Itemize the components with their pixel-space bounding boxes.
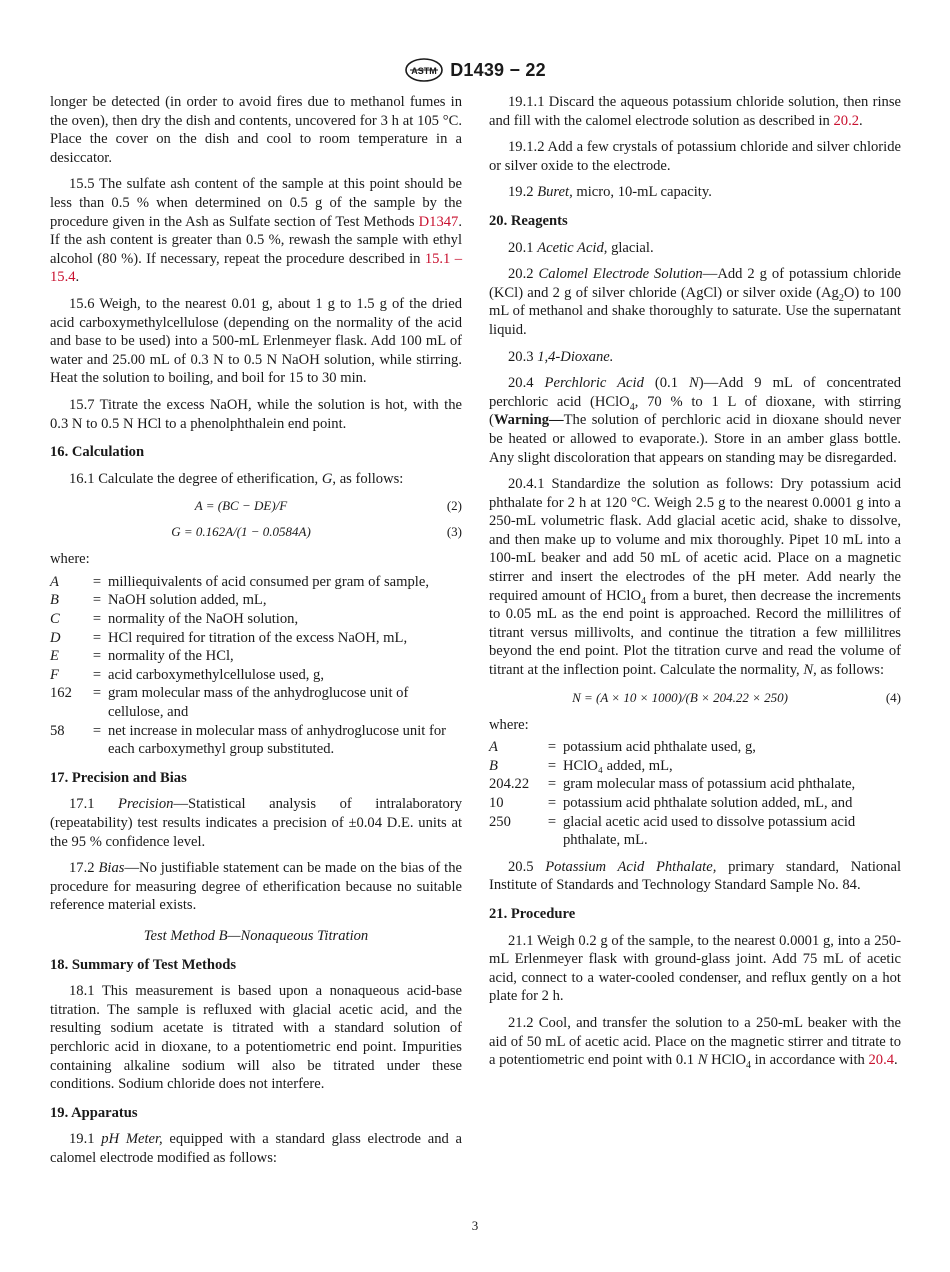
warning-label: Warning— [493, 412, 564, 429]
paragraph-17-1: 17.1 Precision—Statistical analysis of intralaboratory (repeatability) test results indicates a precision of ±0.04 D.E. units at the 95 % confidence level. [50, 796, 462, 850]
page-header [0, 55, 950, 85]
paragraph-21-2: 21.2 Cool, and transfer the solution to a 250-mL beaker with the aid of 50 mL of acetic acid. Place on the magnetic stirrer and titrate to a potentiometric end point with 0.1 N HClO$_4$ in accordance with 20.4. [489, 1014, 901, 1072]
paragraph-20-4-1: 20.4.1 Standardize the solution as follows: Dry potassium acid phthalate for 2 h at 120 °C. Weigh 2.5 g to the nearest 0.0001 g into a 250-mL volumetric flask. Add glacial acetic acid, shake to dissolve, and then make up to volume and mix thoroughly. Pipet 10 mL into a 100-mL beaker and add 50 mL of acetic acid. Place on a magnetic stirrer and insert the electrodes of the pH meter. Add nearly the required amount of HClO$_4$ from a buret, then decrease the increments to 0.05 mL as the end point is approached. Record the millilitres of titrant versus millivolts, and continue the titration a few millilitres beyond the end point. Plot the titration curve and read the volume of titrant at the inflection point. Calculate the normality, N, as follows: [489, 476, 901, 679]
paragraph-21-1: 21.1 Weigh 0.2 g of the sample, to the nearest 0.0001 g, into a 250-mL Erlenmeyer flask with ground-glass joint. Add 75 mL of acetic acid, connect to a water-cooled condenser, and reflux gently on a hot plate for 2 h. [489, 932, 901, 1005]
equation-3: G = 0.162A/(1 − 0.0584A) (3) [171, 524, 462, 540]
definition-row: E = normality of the HCl, [50, 648, 234, 665]
method-b-title: Test Method B—Nonaqueous Titration [143, 927, 369, 944]
section-heading-19: 19. Apparatus [50, 1104, 138, 1121]
document-id: D1439 − 22 [450, 59, 546, 80]
section-heading-17: 17. Precision and Bias [50, 769, 187, 786]
definition-row: 10 = potassium acid phthalate solution added, mL, and [489, 795, 853, 811]
paragraph-20-2: 20.2 Calomel Electrode Solution—Add 2 g of potassium chloride (KCl) and 2 g of silver chloride (AgCl) or silver oxide $(Ag_2O)$ to 100 mL of methanol and shake thoroughly to saturate. Use the supernatant liquid. [489, 266, 901, 338]
definition-row: 250 = glacial acetic acid used to dissolve potassium acid phthalate, mL. [489, 813, 856, 849]
page-number: 3 [471, 1218, 479, 1233]
right-column [489, 93, 901, 1078]
definition-row: 204.22 = gram molecular mass of potassium acid phthalate, [489, 776, 856, 793]
variable-definitions-right [489, 738, 901, 850]
definition-row: B = NaOH solution added, mL, [50, 592, 267, 609]
paragraph-19-1-1: 19.1.1 Discard the aqueous potassium chloride solution, then rinse and fill with the calomel electrode solution as described in 20.2. [489, 94, 901, 129]
paragraph-20-5: 20.5 Potassium Acid Phthalate, primary standard, National Institute of Standards and Technology Standard Sample No. 84. [489, 858, 902, 894]
where-label: where: [50, 551, 90, 568]
definition-row: B = HClO₄ added, mL, [489, 757, 673, 774]
definition-row: A = potassium acid phthalate used, g, [489, 739, 756, 756]
left-column [50, 93, 462, 1176]
definition-row: A = milliequivalents of acid consumed per gram of sample, [50, 573, 429, 590]
section-heading-20: 20. Reagents [489, 212, 568, 229]
paragraph-19-1-2: 19.1.2 Add a few crystals of potassium chloride and silver chloride or silver oxide to the electrode. [489, 139, 901, 174]
equation-2: A = (BC − DE)/F (2) [194, 498, 462, 514]
definition-row: 162 = gram molecular mass of the anhydroglucose unit of cellulose, and [50, 685, 409, 721]
paragraph-17-2: 17.2 Bias—No justifiable statement can be made on the bias of the procedure for measuring degree of etherification because no suitable reference material exists. [50, 860, 463, 914]
paragraph-18-1: 18.1 This measurement is based upon a nonaqueous acid-base titration. The sample is refluxed with glacial acetic acid, and the resulting sodium acetate is titrated with a standard solution of perchloric acid in dioxane, to a potentiometric end point. Impurities containing alkaline sodium will also be titrated under these conditions. Sodium chloride does not interfere. [50, 983, 462, 1093]
definition-row: F = acid carboxymethylcellulose used, g, [50, 666, 324, 683]
section-heading-16: 16. Calculation [50, 444, 145, 461]
link-20-2[interactable]: 20.2 [833, 112, 860, 129]
paragraph-20-1: 20.1 Acetic Acid, glacial. [508, 239, 654, 256]
link-15-1-15-4[interactable]: 15.1 – 15.4 [50, 250, 462, 286]
astm-logo-icon [404, 57, 444, 83]
paragraph-15-7: 15.7 Titrate the excess NaOH, while the solution is hot, with the 0.3 N to 0.5 N HCl to a phenolphthalein end point. [50, 396, 462, 432]
paragraph-15-5: 15.5 The sulfate ash content of the sample at this point should be less than 0.5 % when determined on 0.5 g of the sample by the procedure given in the Ash as Sulfate section of Test Methods D1347. If the ash content is greater than 0.5 %, rewash the sample with ethyl alcohol (80 %). If necessary, repeat the procedure described in 15.1 – 15.4. [50, 176, 462, 286]
paragraph-19-2: 19.2 Buret, micro, 10-mL capacity. [508, 184, 712, 201]
where-label: where: [489, 716, 529, 733]
section-heading-21: 21. Procedure [489, 905, 576, 922]
link-20-4[interactable]: 20.4 [868, 1052, 895, 1069]
section-heading-18: 18. Summary of Test Methods [50, 956, 237, 973]
definition-row: C = normality of the NaOH solution, [50, 611, 299, 628]
definition-row: 58 = net increase in molecular mass of anhydroglucose unit for each carboxymethyl group substituted. [50, 722, 446, 758]
link-d1347[interactable]: D1347 [418, 213, 459, 230]
paragraph-15-6: 15.6 Weigh, to the nearest 0.01 g, about 1 g to 1.5 g of the dried acid carboxymethylcellulose (depending on the normality of the acid and base to be used) into a 500-mL Erlenmeyer flask. Add 100 mL of water and 25.00 mL of 0.3 N to 0.5 N NaOH solution, while stirring. Heat the solution to boiling, and boil for 15 to 30 min. [50, 295, 462, 387]
definition-row: D = HCl required for titration of the excess NaOH, mL, [50, 629, 408, 646]
paragraph-16-1: 16.1 Calculate the degree of etherification, G, as follows: [69, 470, 404, 487]
svg-text:ASTM: ASTM [411, 66, 437, 76]
paragraph-19-1: 19.1 pH Meter, equipped with a standard glass electrode and a calomel electrode modified as follows: [50, 1131, 462, 1166]
paragraph-20-4: 20.4 Perchloric Acid (0.1 N)—Add 9 mL of concentrated perchloric acid (HClO$_4$, 70 % to 1 L of dioxane, with stirring (Warning—The solution of perchloric acid in dioxane should never be heated or allowed to evaporate.). Store in an amber glass bottle. Any slight discoloration that appears on standing may be disregarded. [489, 375, 902, 466]
paragraph-15-4-continued: longer be detected (in order to avoid fires due to methanol fumes in the oven), then dry the dish and contents, uncovered for 3 h at 105 °C. Place the cover on the dish and cool to room temperature in a desiccator. [50, 94, 462, 166]
paragraph-20-3: 20.3 1,4-Dioxane. [508, 348, 614, 365]
variable-definitions-left [50, 573, 462, 759]
equation-4: N = (A × 10 × 1000)/(B × 204.22 × 250) (4) [572, 689, 901, 705]
